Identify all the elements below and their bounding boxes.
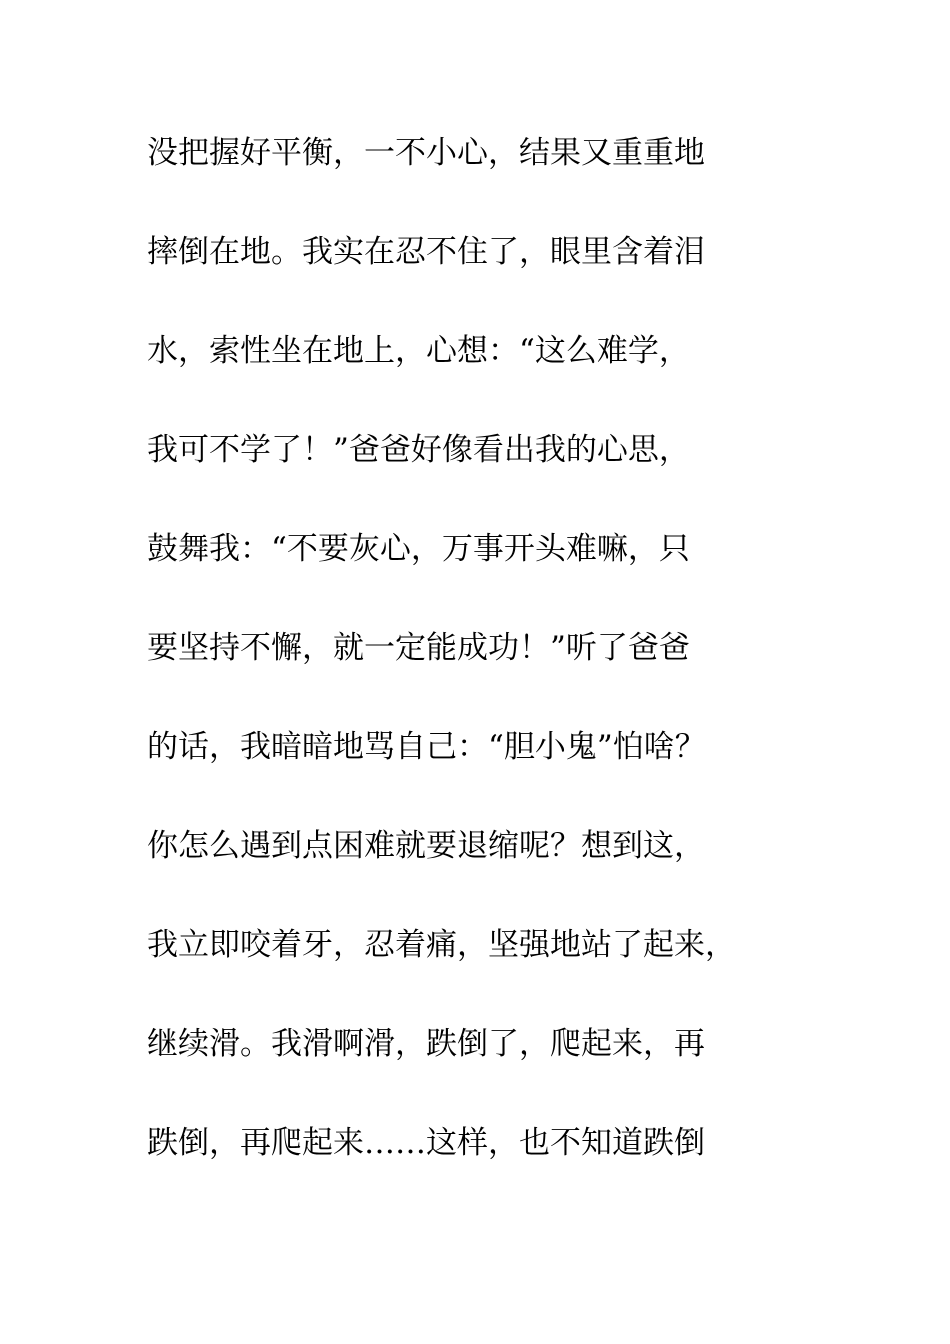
text-line: 要坚持不懈，就一定能成功！”听了爸爸 bbox=[147, 630, 690, 666]
text-line: 你怎么遇到点困难就要退缩呢？想到这， bbox=[147, 828, 705, 864]
text-line: 我可不学了！”爸爸好像看出我的心思， bbox=[147, 432, 690, 468]
text-line: 水，索性坐在地上，心想：“这么难学， bbox=[147, 333, 690, 369]
text-line: 继续滑。我滑啊滑，跌倒了，爬起来，再 bbox=[147, 1026, 705, 1062]
text-line: 跌倒，再爬起来……这样，也不知道跌倒 bbox=[147, 1125, 705, 1161]
text-line: 我立即咬着牙，忍着痛，坚强地站了起来， bbox=[147, 927, 736, 963]
body-text bbox=[147, 126, 827, 1215]
text-line: 鼓舞我：“不要灰心，万事开头难嘛，只 bbox=[147, 531, 690, 567]
text-line: 没把握好平衡，一不小心，结果又重重地 bbox=[147, 135, 705, 171]
text-line: 摔倒在地。我实在忍不住了，眼里含着泪 bbox=[147, 234, 705, 270]
text-line: 的话，我暗暗地骂自己：“胆小鬼”怕啥？ bbox=[147, 729, 706, 765]
